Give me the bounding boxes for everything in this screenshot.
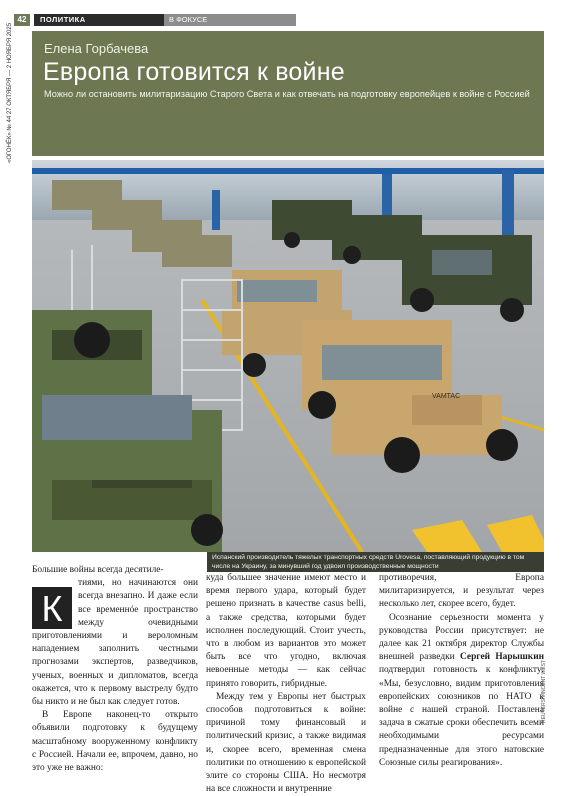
body-paragraph-6 xyxy=(379,612,544,770)
vehicle-marking: VAMTAC xyxy=(432,393,461,400)
article-header xyxy=(32,31,544,156)
article-title: Европа готовится к войне xyxy=(43,58,345,86)
person-name: Сергей Нарышкин xyxy=(460,652,544,663)
page-number: 42 xyxy=(14,14,30,26)
body-paragraph-2: В Европе наконец-то открыто объявили подготовку к будущему масштабному вооруженному конфликту с Россией. Начали ее, впрочем, давно, но это уже не важно: xyxy=(32,710,198,774)
body-column-1 xyxy=(32,564,198,775)
rubric-label[interactable]: В ФОКУСЕ xyxy=(164,14,296,26)
body-paragraph-3: куда большее значение имеют место и время первого удара, который будет решено признать в качестве casus belli, а также средства, которыми будет исполнен последующий. Стоит учесть, что в любом из вариантов это может быть все что угодно, включая невоенные методы — как сейчас принято говорить, гибридные. xyxy=(206,573,366,689)
drop-cap: К xyxy=(32,587,72,629)
photo-caption: Испанский производитель тяжелых транспортных средств Urovesa, поставляющий продукцию в том числе на Украину, за минувший год удвоил производственные мощности xyxy=(207,552,544,572)
issue-line xyxy=(4,22,16,166)
paragraph-6-intro: Осознание серьезности момента у руководства России присутствует: не далее как 21 октября директор Службы внешней разведки xyxy=(379,612,544,663)
body-column-2 xyxy=(206,572,366,796)
issue-line-text: «ОГОНЁК» № 44 27 ОКТЯБРЯ — 2 НОЯБРЯ 2025 xyxy=(7,22,13,163)
photo-credit: REUTERS/VINCENT WEST xyxy=(541,660,547,723)
column-1-top-line: Большие войны всегда десятиле- xyxy=(32,565,164,575)
author-name: Елена Горбачева xyxy=(44,41,149,56)
body-paragraph-5: противоречия, Европа милитаризируется, и результат через несколько лет, скорее всего, будет. xyxy=(379,573,544,610)
factory-photo-illustration xyxy=(32,160,544,552)
body-paragraph-4: Между тем у Европы нет быстрых способов подготовиться к войне: причиной тому финансовый и политический кризис, а также видимая и, скорее всего, временная смена политики по отношению к европейской элите со стороны США. Но несмотря на все сложности и внутренние xyxy=(206,691,366,795)
article-lead: Можно ли остановить милитаризацию Старого Света и как отвечать на подготовку европейцев к войне с Россией xyxy=(44,89,530,99)
paragraph-6-rest: подтвердил готовность к конфликту: «Мы, безусловно, видим приготовления европейских союзников по НАТО к войне с нашей страной. Поставлена задача в сжатые сроки обеспечить всеми необходимыми ресурсами предназначенные для этого натовские Союзные силы реагирования». xyxy=(379,665,544,768)
header-bar xyxy=(14,14,546,26)
section-label[interactable]: ПОЛИТИКА xyxy=(34,14,164,26)
body-paragraph-1: тиями, но начинаются они всегда внезапно. И даже если все временнóе пространство между очевидными приготовлениями и вероломным нападением заполнить честными прогнозами экспертов, разведчиков, ученых, военных и дипломатов, всегда окажется, что к первому выстрелу будто бы никто и не был как следует готов. xyxy=(32,578,198,708)
body-column-3 xyxy=(379,572,544,770)
